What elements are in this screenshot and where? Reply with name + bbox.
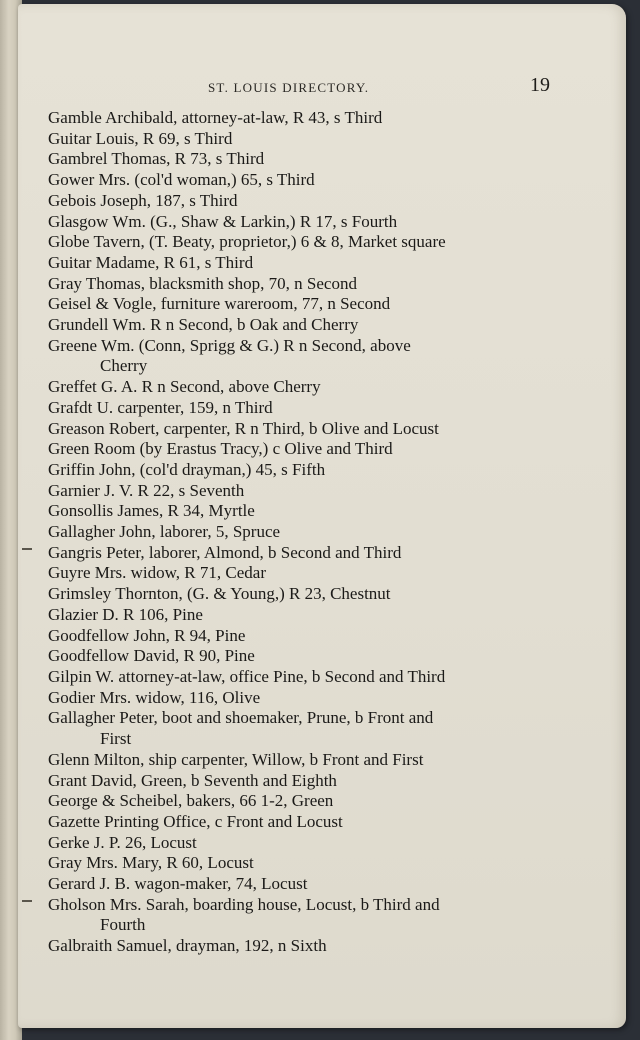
directory-entry: Gray Thomas, blacksmith shop, 70, n Second bbox=[48, 273, 357, 293]
directory-entry: Guitar Louis, R 69, s Third bbox=[48, 128, 233, 148]
directory-entry: Gray Mrs. Mary, R 60, Locust bbox=[48, 853, 254, 873]
directory-entry: Gebois Joseph, 187, s Third bbox=[48, 190, 238, 210]
directory-entry: Greason Robert, carpenter, R n Third, b Olive and Locust bbox=[48, 418, 439, 438]
directory-entry: Goodfellow David, R 90, Pine bbox=[48, 646, 255, 666]
directory-entry: Gerke J. P. 26, Locust bbox=[48, 832, 197, 852]
directory-entry: Galbraith Samuel, drayman, 192, n Sixth bbox=[48, 936, 327, 956]
directory-entry: Gilpin W. attorney-at-law, office Pine, b Second and Third bbox=[48, 666, 446, 686]
page-header bbox=[18, 74, 626, 104]
margin-tick bbox=[22, 900, 32, 902]
directory-entry: Grafdt U. carpenter, 159, n Third bbox=[48, 397, 273, 417]
directory-entry-continuation: Cherry bbox=[100, 356, 148, 376]
directory-entries bbox=[48, 108, 578, 957]
directory-entry: Glasgow Wm. (G., Shaw & Larkin,) R 17, s Fourth bbox=[48, 211, 398, 231]
running-head: ST. LOUIS DIRECTORY. bbox=[208, 80, 370, 95]
directory-entry: Guyre Mrs. widow, R 71, Cedar bbox=[48, 563, 266, 583]
directory-entry: Greene Wm. (Conn, Sprigg & G.) R n Second, above bbox=[48, 335, 411, 355]
directory-entry-continuation: First bbox=[100, 729, 132, 749]
directory-entry: Greffet G. A. R n Second, above Cherry bbox=[48, 377, 321, 397]
directory-entry: Gholson Mrs. Sarah, boarding house, Locust, b Third and bbox=[48, 894, 440, 914]
directory-entry: Gallagher John, laborer, 5, Spruce bbox=[48, 522, 281, 542]
directory-entry: Gambrel Thomas, R 73, s Third bbox=[48, 149, 265, 169]
directory-entry: Guitar Madame, R 61, s Third bbox=[48, 252, 254, 272]
directory-entry: Gazette Printing Office, c Front and Locust bbox=[48, 811, 343, 831]
directory-entry: Glazier D. R 106, Pine bbox=[48, 604, 203, 624]
directory-entry: Grant David, Green, b Seventh and Eighth bbox=[48, 770, 337, 790]
directory-entry: Godier Mrs. widow, 116, Olive bbox=[48, 687, 261, 707]
directory-entry: Gower Mrs. (col'd woman,) 65, s Third bbox=[48, 170, 315, 190]
directory-entry: Griffin John, (col'd drayman,) 45, s Fifth bbox=[48, 459, 326, 479]
directory-entry: Gangris Peter, laborer, Almond, b Second and Third bbox=[48, 542, 402, 562]
directory-entry: Green Room (by Erastus Tracy,) c Olive and Third bbox=[48, 439, 393, 459]
directory-entry: George & Scheibel, bakers, 66 1-2, Green bbox=[48, 791, 334, 811]
directory-entry: Gonsollis James, R 34, Myrtle bbox=[48, 501, 255, 521]
directory-entry: Glenn Milton, ship carpenter, Willow, b Front and First bbox=[48, 749, 424, 769]
directory-entry-continuation: Fourth bbox=[100, 915, 146, 935]
directory-entry: Garnier J. V. R 22, s Seventh bbox=[48, 480, 245, 500]
directory-entry: Gallagher Peter, boot and shoemaker, Prune, b Front and bbox=[48, 708, 434, 728]
directory-entry: Goodfellow John, R 94, Pine bbox=[48, 625, 246, 645]
page-number: 19 bbox=[530, 74, 550, 96]
directory-entry: Gerard J. B. wagon-maker, 74, Locust bbox=[48, 874, 308, 894]
directory-entry: Gamble Archibald, attorney-at-law, R 43, s Third bbox=[48, 108, 383, 127]
directory-entry: Geisel & Vogle, furniture wareroom, 77, n Second bbox=[48, 294, 391, 314]
directory-entry: Grimsley Thornton, (G. & Young,) R 23, Chestnut bbox=[48, 584, 391, 604]
directory-entry: Globe Tavern, (T. Beaty, proprietor,) 6 & 8, Market square bbox=[48, 232, 446, 252]
margin-tick bbox=[22, 548, 32, 550]
directory-entry: Grundell Wm. R n Second, b Oak and Cherry bbox=[48, 315, 359, 335]
directory-page bbox=[18, 4, 626, 1028]
